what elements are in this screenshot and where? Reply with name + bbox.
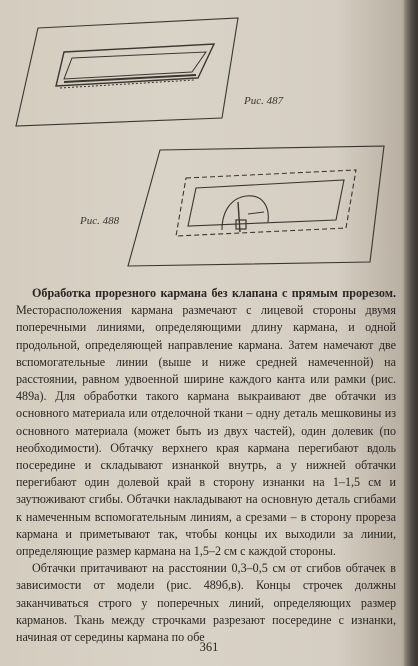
figure-487-caption: Рис. 487 [244,95,284,107]
pocket-outer-487 [56,44,214,86]
paragraph-1 [16,285,396,560]
figure-488-drawing [128,146,384,266]
pocket-illustrations [0,0,418,285]
fabric-outline-488 [128,146,384,266]
figures-area [0,0,418,285]
section-heading: Обработка прорезного кармана без клапана с прямым прорезом. [32,286,396,300]
page-number: 361 [199,640,219,654]
paragraph-2: Обтачки притачивают на расстоянии 0,3–0,5 см от сгибов обтачек в зависимости от модели (рис. 489б,в). Концы строчек должны заканчиваться строго у поперечных линий, определяющих размер карманов. Ткань между строчками разрезают посередине с изнанки, начиная от середины кармана по обе [16,561,396,645]
figure-488-caption: Рис. 488 [80,215,120,227]
body-text [16,285,396,646]
figure-487-drawing [16,18,238,126]
paragraph-1-text: Месторасположения кармана размечают с лицевой стороны двумя поперечными линиями, определяющими длину кармана, и одной продольной, определяющей направление кармана. Затем намечают две вспомогательные линии (выше и ниже средней намеченной) на расстоянии, равном удвоенной ширине каждого канта или рамки (рис. 489а). Для обработки такого кармана выкраивают две обтачки из основного материала или отделочной ткани – одну деталь мешковины из основного материала (может быть из двух частей), один долевик (по необходимости). Обтачку верхнего края кармана перегибают вдоль посередине и складывают изнанкой внутрь, а у нижней обтачки перегибают один долевой край в сторону изнанки на 1–1,5 см и заутюживают сгибы. Обтачки накладывают на основную деталь сгибами к намеченным вспомогательным линиям, а срезами – в сторону прореза кармана и приметывают так, чтобы концы их выходили за линии, определяющие размер кармана на 1,5–2 см с каждой стороны. [16,303,396,559]
fabric-outline-487 [16,18,238,126]
pocket-inner-488 [188,180,344,226]
pocket-dashed-outline-488 [176,170,356,236]
